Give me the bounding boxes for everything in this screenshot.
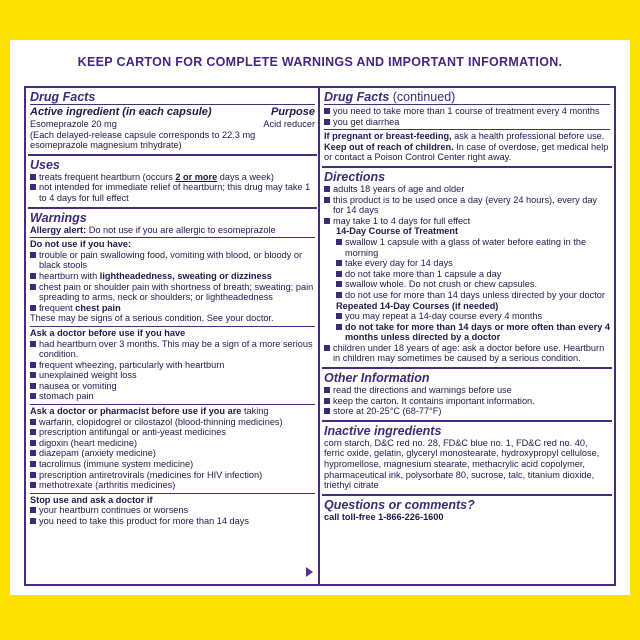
list-item: take every day for 14 days [336, 258, 610, 269]
column-divider [318, 86, 320, 586]
list-item: your heartburn continues or worsens [30, 505, 315, 516]
drug-facts-title: Drug Facts [30, 90, 96, 104]
inactive-ingredients-section [322, 422, 612, 496]
other-information-heading: Other Information [324, 371, 430, 386]
list-item: children under 18 years of age: ask a doctor before use. Heartburn in children may sometimes be caused by a serious condition. [324, 343, 610, 364]
list-item: swallow 1 capsule with a glass of water before eating in the morning [336, 237, 610, 258]
list-item: chest pain or shoulder pain with shortness of breath; sweating; pain spreading to arms, neck or shoulders; or lightheadedness [30, 282, 315, 303]
list-item: you need to take this product for more than 14 days [30, 516, 315, 527]
ingredient-name: Esomeprazole 20 mg [30, 119, 117, 129]
toll-free-number: call toll-free 1-866-226-1600 [324, 511, 444, 522]
ingredient-note: (Each delayed-release capsule corresponds to 22.3 mg esomeprazole magnesium trihydrate) [30, 129, 256, 151]
list-item: you need to take more than 1 course of treatment every 4 months [324, 106, 610, 117]
allergy-alert: Allergy alert: Do not use if you are allergic to esomeprazole [30, 224, 276, 235]
top-yellow-band [0, 0, 640, 40]
list-item: frequent chest pain [30, 303, 315, 314]
list-item: do not use for more than 14 days unless directed by your doctor [336, 290, 610, 301]
list-item: adults 18 years of age and older [324, 184, 610, 195]
list-item: may take 1 to 4 days for full effect [324, 216, 610, 227]
carton-warning-banner: KEEP CARTON FOR COMPLETE WARNINGS AND IMPORTANT INFORMATION. [10, 40, 630, 84]
directions-section [322, 168, 612, 369]
warnings-section [28, 209, 317, 530]
list-item: not intended for immediate relief of heartburn; this drug may take 1 to 4 days for full effect [30, 182, 315, 203]
continued-arrow-icon [306, 567, 313, 577]
keep-out-of-reach: Keep out of reach of children. In case of overdose, get medical help or contact a Poison Control Center right away. [324, 141, 609, 163]
questions-heading: Questions or comments? [324, 497, 475, 512]
list-item: this product is to be used once a day (every 24 hours), every day for 14 days [324, 195, 610, 216]
list-item: you get diarrhea [324, 117, 610, 128]
right-column [322, 90, 612, 525]
pregnancy-warning: If pregnant or breast-feeding, ask a health professional before use. [324, 131, 605, 142]
other-information-section [322, 369, 612, 422]
questions-section [322, 496, 612, 526]
drug-facts-continued-title: Drug Facts [324, 90, 390, 104]
list-item: treats frequent heartburn (occurs 2 or more days a week) [30, 172, 315, 183]
list-item: frequent wheezing, particularly with heartburn [30, 360, 315, 371]
list-item: methotrexate (arthritis medicines) [30, 480, 315, 491]
list-item: store at 20-25°C (68-77°F) [324, 406, 610, 417]
do-not-use-heading: Do not use if you have: [30, 239, 132, 250]
right-yellow-band [630, 40, 640, 595]
list-item: do not take for more than 14 days or more often than every 4 months unless directed by a doctor [336, 322, 610, 343]
course-heading: 14-Day Course of Treatment [336, 226, 459, 237]
list-item: swallow whole. Do not crush or chew capsules. [336, 279, 610, 290]
list-item: digoxin (heart medicine) [30, 438, 315, 449]
list-item: nausea or vomiting [30, 381, 315, 392]
stop-use-heading: Stop use and ask a doctor if [30, 494, 153, 505]
do-not-use-block [30, 237, 315, 324]
list-item: trouble or pain swallowing food, vomiting with blood, or bloody or black stools [30, 250, 315, 271]
ingredient-row [30, 119, 315, 130]
list-item: had heartburn over 3 months. This may be a sign of a more serious condition. [30, 339, 315, 360]
do-not-use-note: These may be signs of a serious condition. See your doctor. [30, 313, 274, 324]
list-item: warfarin, clopidogrel or cilostazol (blood-thinning medicines) [30, 417, 315, 428]
uses-section [28, 156, 317, 209]
directions-heading: Directions [324, 169, 386, 184]
warnings-heading: Warnings [30, 210, 87, 225]
ask-pharmacist-heading: Ask a doctor or pharmacist before use if you are [30, 406, 242, 417]
ask-pharmacist-block: Ask a doctor or pharmacist before use if you are taking warfarin, clopidogrel or cilostazol (blood-thinning medicines) prescription antifungal or anti-yeast medicines digoxin (heart medicine) diazepam (anxiety medicine) tacrolimus (immune system medicine) prescription antiretrovirals (medicines for HIV infection) methotrexate (arthritis medicines) [30, 404, 315, 491]
list-item: read the directions and warnings before use [324, 385, 610, 396]
ingredient-purpose: Acid reducer [263, 119, 315, 129]
active-ingredient-heading: Active ingredient (in each capsule) [30, 106, 212, 118]
purpose-heading: Purpose [270, 106, 315, 118]
list-item: unexplained weight loss [30, 370, 315, 381]
continued-section: Drug Facts (continued) you need to take more than 1 course of treatment every 4 months you get diarrhea If pregnant or breast-feeding, ask a health professional before use. Keep out of reach of children. In case of overdose, get medical help or contact a Poison Control Center right away. [322, 90, 612, 168]
ask-doctor-heading: Ask a doctor before use if you have [30, 327, 186, 338]
repeat-course-heading: Repeated 14-Day Courses (if needed) [336, 300, 499, 311]
list-item: tacrolimus (immune system medicine) [30, 459, 315, 470]
uses-heading: Uses [30, 157, 60, 172]
list-item: you may repeat a 14-day course every 4 months [336, 311, 610, 322]
bottom-yellow-band [0, 595, 640, 640]
left-column [28, 90, 317, 530]
list-item: stomach pain [30, 391, 315, 402]
list-item: prescription antiretrovirals (medicines for HIV infection) [30, 470, 315, 481]
list-item: prescription antifungal or anti-yeast medicines [30, 427, 315, 438]
list-item: heartburn with lightheadedness, sweating or dizziness [30, 271, 315, 282]
list-item: diazepam (anxiety medicine) [30, 448, 315, 459]
list-item: keep the carton. It contains important information. [324, 396, 610, 407]
active-ingredient-section [28, 90, 317, 156]
list-item: do not take more than 1 capsule a day [336, 269, 610, 280]
left-yellow-band [0, 40, 10, 595]
ask-doctor-block [30, 326, 315, 402]
inactive-ingredients-heading: Inactive ingredients [324, 423, 442, 438]
stop-use-block [30, 493, 315, 527]
inactive-ingredients-text: corn starch, D&C red no. 28, FD&C blue no. 1, FD&C red no. 40, ferric oxide, gelatin, glyceryl monostearate, hydroxypropyl cellulose, hypromellose, magnesium stearate, methacrylic acid copolymer, pharmaceutical ink, polysorbate 80, sucrose, talc, titanium dioxide, triethyl citrate [324, 437, 600, 491]
